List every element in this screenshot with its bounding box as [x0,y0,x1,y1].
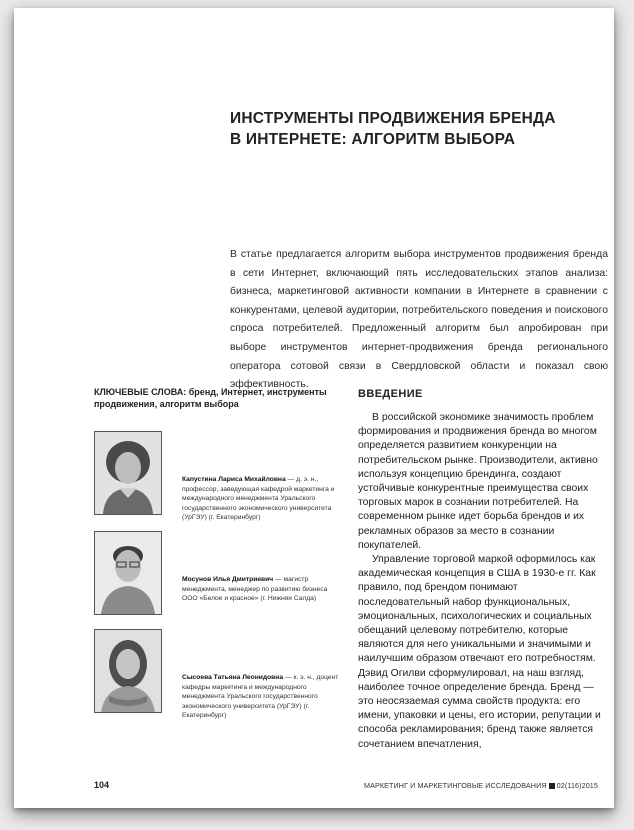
author-photo-1 [94,431,162,515]
author-name-3: Сысоева Татьяна Леонидовна [182,674,284,681]
author-info-3 [182,673,344,721]
author-bio-3: — к. э. н., доцент кафедры маркетинга и международного менеджмента Уральского государственного экономического университета (УрГЭУ) (г. Екатеринбург) [182,674,339,720]
page-number: 104 [94,780,110,790]
keywords: КЛЮЧЕВЫЕ СЛОВА: бренд, Интернет, инструменты продвижения, алгоритм выбора [94,387,327,409]
author-bio-1: — д. э. н., профессор, заведующая кафедрой маркетинга и международного менеджмента Уральского государственного экономического университета (УрГЭУ) (г. Екатеринбург) [182,476,335,522]
footer-journal: МАРКЕТИНГ И МАРКЕТИНГОВЫЕ ИССЛЕДОВАНИЯ [363,781,547,790]
author-bio-2: — магистр менеджмента, менеджер по развитию бизнеса ООО «Белое и красное» (г. Нижняя Салда) [182,576,328,603]
footer-issue: 02(116)2015 [556,781,598,790]
body-paragraph-1: В российской экономике значимость проблем формирования и продвижения бренда во многом определяется развитием конкуренции на потребительском рынке. Производители, активно используя концепцию брендинга, создают устойчивые конкурентные преимущества своих торговых марок в сознании потребителей. На современном рынке идет борьба брендов и их рекламных образов за место в сознании покупателей. [358,412,598,551]
author-card-2 [94,531,344,615]
section-heading: ВВЕДЕНИЕ [358,388,423,400]
author-photo-3 [94,629,162,713]
abstract: В статье предлагается алгоритм выбора инструментов продвижения бренда в сети Интернет, включающий пять исследовательских этапов анализа: бизнеса, маркетинговой активности компании в Интернете в сравнении с конкурентами, целевой аудитории, потребительского поведения и поискового спроса потребителей. Предложенный алгоритм был апробирован при выборе инструментов интернет-продвижения бренда регионального оператора сотовой связи в Свердловской области и показал свою эффективность. [230,249,608,391]
author-info-2 [182,575,344,604]
title-line-1: ИНСТРУМЕНТЫ ПРОДВИЖЕНИЯ БРЕНДА [230,110,556,127]
title-line-2: В ИНТЕРНЕТЕ: АЛГОРИТМ ВЫБОРА [230,131,516,148]
body-text [358,411,601,752]
body-paragraph-2: Управление торговой маркой оформилось как академическая концепция в США в 1930-е гг. Как правило, под брендом понимают последовательный набор функциональных, эмоциональных, психологических и социальных обещаний целевому потребителю, которые являются для него уникальными и значимыми и наилучшим образом отвечают его потребностям. Дэвид Огилви сформулировал, на наш взгляд, наиболее точное определение бренда. Бренд — это неосязаемая сумма свойств продукта: его имени, упаковки и цены, его истории, репутации и способа рекламирования; бренд также является сочетанием впечатления, [358,554,601,750]
author-name-1: Капустина Лариса Михайловна [182,476,286,483]
journal-page [14,8,614,808]
author-info-1 [182,475,344,523]
author-card-1 [94,431,344,522]
author-photo-2 [94,531,162,615]
article-title [230,108,610,150]
running-footer [364,781,598,790]
square-bullet-icon [549,783,555,789]
author-name-2: Мосунов Илья Дмитриевич [182,576,274,583]
author-card-3 [94,629,344,720]
